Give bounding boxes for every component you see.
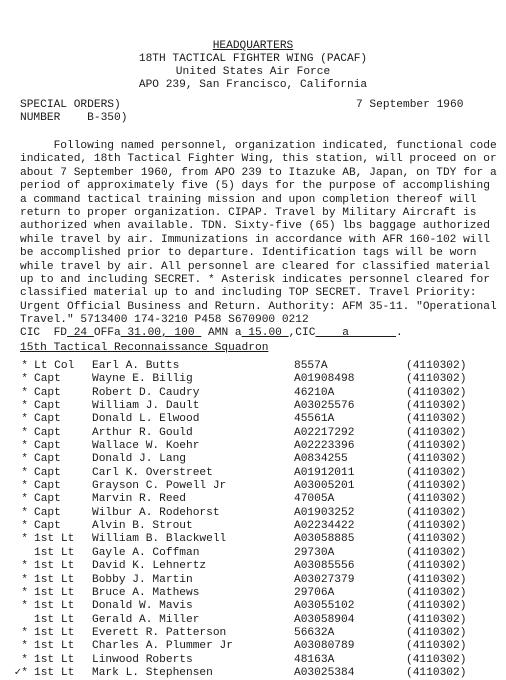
function-code-cell: (4110302) [406,640,467,653]
body-line: while travel by air. All personnel are cleared for classified material [20,260,490,273]
rank-cell: 1st Lt [34,560,75,573]
function-code-cell: (4110302) [406,373,467,386]
rank-cell: Capt [34,400,61,413]
rank-cell: 1st Lt [34,586,75,599]
function-code-cell: (4110302) [406,600,467,613]
header-line-4: APO 239, San Francisco, California [138,79,368,91]
fund-citation-line [20,327,403,340]
rank-cell: Capt [34,506,61,519]
clearance-mark: * [21,586,28,599]
function-code-cell: (4110302) [406,666,467,679]
table-row [12,440,486,453]
service-number-cell: 47005A [294,493,335,506]
function-code-cell: (4110302) [406,520,467,533]
clearance-mark: * [21,640,28,653]
fund-amn: AMN a [201,327,242,339]
function-code-cell: (4110302) [406,573,467,586]
section-title: 15th Tactical Reconnaissance Squadron [20,342,269,354]
clearance-mark: * [21,400,28,413]
name-cell: Alvin B. Strout [92,520,193,533]
function-code-cell: (4110302) [406,626,467,639]
table-row [12,467,486,480]
function-code-cell: (4110302) [406,613,467,626]
clearance-mark: * [21,533,28,546]
table-row [12,574,486,587]
body-line: period of approximately five (5) days for the purpose of accomplishing [20,180,490,193]
service-number-cell: A0834255 [294,453,348,466]
rank-cell: 1st Lt [34,546,75,559]
function-code-cell: (4110302) [406,453,467,466]
function-code-cell: (4110302) [406,560,467,573]
body-line: up to and including SECRET. * Asterisk indicates personnel cleared for [20,273,490,286]
function-code-cell: (4110302) [406,533,467,546]
service-number-cell: A03027379 [294,573,355,586]
fund-fd-value: 24 [67,327,94,339]
name-cell: Linwood Roberts [92,653,193,666]
table-row [12,600,486,613]
body-line: be accomplished prior to departure. Identification tags will be worn [20,247,477,260]
table-row [12,614,486,627]
function-code-cell: (4110302) [406,546,467,559]
service-number-cell: 29706A [294,586,335,599]
body-line: classified material up to and including TOP SECRET. Travel Priority: [20,287,477,300]
rank-cell: Capt [34,373,61,386]
name-cell: William B. Blackwell [92,533,227,546]
table-row [12,507,486,520]
name-cell: Marvin R. Reed [92,493,186,506]
table-row [12,413,486,426]
function-code-cell: (4110302) [406,386,467,399]
service-number-cell: A03080789 [294,640,355,653]
rank-cell: 1st Lt [34,653,75,666]
table-row [12,654,486,667]
name-cell: Charles A. Plummer Jr [92,640,233,653]
clearance-mark: * [21,573,28,586]
function-code-cell: (4110302) [406,400,467,413]
table-row [12,520,486,533]
name-cell: Donald L. Elwood [92,413,200,426]
body-line: authorized when available. TDN. Sixty-five (65) lbs baggage authorized [20,220,490,233]
table-row [12,373,486,386]
rank-cell: Lt Col [34,360,75,372]
function-code-cell: (4110302) [406,466,467,479]
fund-cic: ,CIC [288,327,316,339]
name-cell: Wilbur A. Rodehorst [92,506,220,519]
clearance-mark [12,547,28,560]
service-number-cell: A03058885 [294,533,355,546]
clearance-mark: * [21,360,28,372]
service-number-cell: 48163A [294,653,335,666]
fund-offa-value: 31.00, 100 [120,327,202,339]
name-cell: David K. Lehnertz [92,560,207,573]
rank-cell: Capt [34,413,61,426]
special-orders-label: SPECIAL ORDERS) [20,99,121,111]
table-row [12,627,486,640]
rank-cell: Capt [34,426,61,439]
service-number-cell: A02234422 [294,520,355,533]
function-code-cell: (4110302) [406,653,467,666]
rank-cell: Capt [34,520,61,533]
function-code-cell: (4110302) [406,426,467,439]
service-number-cell: 29730A [294,546,335,559]
order-number: NUMBER B-350) [20,112,128,124]
rank-cell: Capt [34,453,61,466]
table-row [12,493,486,506]
table-row [12,400,486,413]
service-number-cell: A01912011 [294,466,355,479]
clearance-mark: ✓* [14,666,28,679]
table-row [12,560,486,573]
name-cell: Carl K. Overstreet [92,466,213,479]
rank-cell: Capt [34,466,61,479]
table-row [12,533,486,546]
body-line: Following named personnel, organization indicated, functional code [20,140,497,152]
service-number-cell: A03058904 [294,613,355,626]
name-cell: Arthur R. Gould [92,426,193,439]
name-cell: Robert D. Caudry [92,386,200,399]
table-row [12,427,486,440]
clearance-mark: * [21,466,28,479]
clearance-mark: * [21,653,28,666]
name-cell: Wallace W. Koehr [92,440,200,453]
clearance-mark: * [21,373,28,386]
table-row [12,587,486,600]
fund-cic-fd: CIC FD [20,327,67,339]
function-code-cell: (4110302) [406,413,467,426]
body-line: a command tactical training mission and upon completion thereof will [20,193,477,206]
clearance-mark: * [21,600,28,613]
service-number-cell: A03005201 [294,480,355,493]
name-cell: Donald W. Mavis [92,600,193,613]
service-number-cell: 8557A [294,360,328,372]
service-number-cell: 45561A [294,413,335,426]
clearance-mark: * [21,560,28,573]
clearance-mark: * [21,386,28,399]
order-date: 7 September 1960 [356,99,464,111]
service-number-cell: A03025384 [294,666,355,679]
clearance-mark [12,614,28,627]
rank-cell: 1st Lt [34,533,75,546]
function-code-cell: (4110302) [406,586,467,599]
body-line: about 7 September 1960, from APO 239 to Itazuke AB, Japan, on TDY for a [20,166,497,179]
clearance-mark: * [21,626,28,639]
clearance-mark: * [21,520,28,533]
fund-cic-a: a [315,327,397,339]
fund-end: . [396,327,403,339]
function-code-cell: (4110302) [406,493,467,506]
name-cell: Bobby J. Martin [92,573,193,586]
name-cell: Bruce A. Mathews [92,586,200,599]
personnel-roster [12,360,486,680]
fund-amn-value: 15.00 [241,327,289,339]
service-number-cell: 46210A [294,386,335,399]
body-line: indicated, 18th Tactical Fighter Wing, this station, will proceed on or [20,153,497,166]
body-line: return to proper organization. CIPAP. Travel by Military Aircraft is [20,206,477,219]
header-line-1: HEADQUARTERS [212,40,294,52]
table-row [12,667,486,680]
rank-cell: 1st Lt [34,600,75,613]
table-row [12,360,486,373]
name-cell: William J. Dault [92,400,200,413]
service-number-cell: A03085556 [294,560,355,573]
header-line-2: 18TH TACTICAL FIGHTER WING (PACAF) [138,53,368,65]
table-row [12,387,486,400]
body-line: Travel." 5713400 174-3210 P458 S670900 0212 [20,314,309,327]
service-number-cell: A03055102 [294,600,355,613]
rank-cell: Capt [34,493,61,506]
clearance-mark: * [21,506,28,519]
service-number-cell: A01903252 [294,506,355,519]
rank-cell: 1st Lt [34,626,75,639]
body-line: while travel by air. Immunizations in accordance with AFR 160-102 will [20,233,490,246]
name-cell: Donald J. Lang [92,453,186,466]
function-code-cell: (4110302) [406,440,467,453]
rank-cell: 1st Lt [34,666,75,679]
table-row [12,480,486,493]
clearance-mark: * [21,493,28,506]
clearance-mark: * [21,453,28,466]
rank-cell: 1st Lt [34,640,75,653]
clearance-mark: * [21,426,28,439]
function-code-cell: (4110302) [406,480,467,493]
name-cell: Gayle A. Coffman [92,546,200,559]
name-cell: Wayne E. Billig [92,373,193,386]
name-cell: Earl A. Butts [92,360,180,372]
rank-cell: 1st Lt [34,613,75,626]
fund-offa: OFFa [93,327,121,339]
clearance-mark: * [21,413,28,426]
rank-cell: Capt [34,440,61,453]
service-number-cell: A02217292 [294,426,355,439]
clearance-mark: * [21,480,28,493]
function-code-cell: (4110302) [406,506,467,519]
order-body [20,140,504,327]
table-row [12,640,486,653]
name-cell: Grayson C. Powell Jr [92,480,227,493]
service-number-cell: A03025576 [294,400,355,413]
name-cell: Gerald A. Miller [92,613,200,626]
clearance-mark: * [21,440,28,453]
function-code-cell: (4110302) [406,360,467,372]
service-number-cell: 56632A [294,626,335,639]
service-number-cell: A02223396 [294,440,355,453]
rank-cell: 1st Lt [34,573,75,586]
table-row [12,547,486,560]
rank-cell: Capt [34,480,61,493]
table-row [12,453,486,466]
service-number-cell: A01908498 [294,373,355,386]
body-line: Urgent Official Business and Return. Authority: AFM 35-11. "Operational [20,300,497,313]
name-cell: Mark L. Stephensen [92,666,213,679]
rank-cell: Capt [34,386,61,399]
name-cell: Everett R. Patterson [92,626,227,639]
header-line-3: United States Air Force [175,66,331,78]
